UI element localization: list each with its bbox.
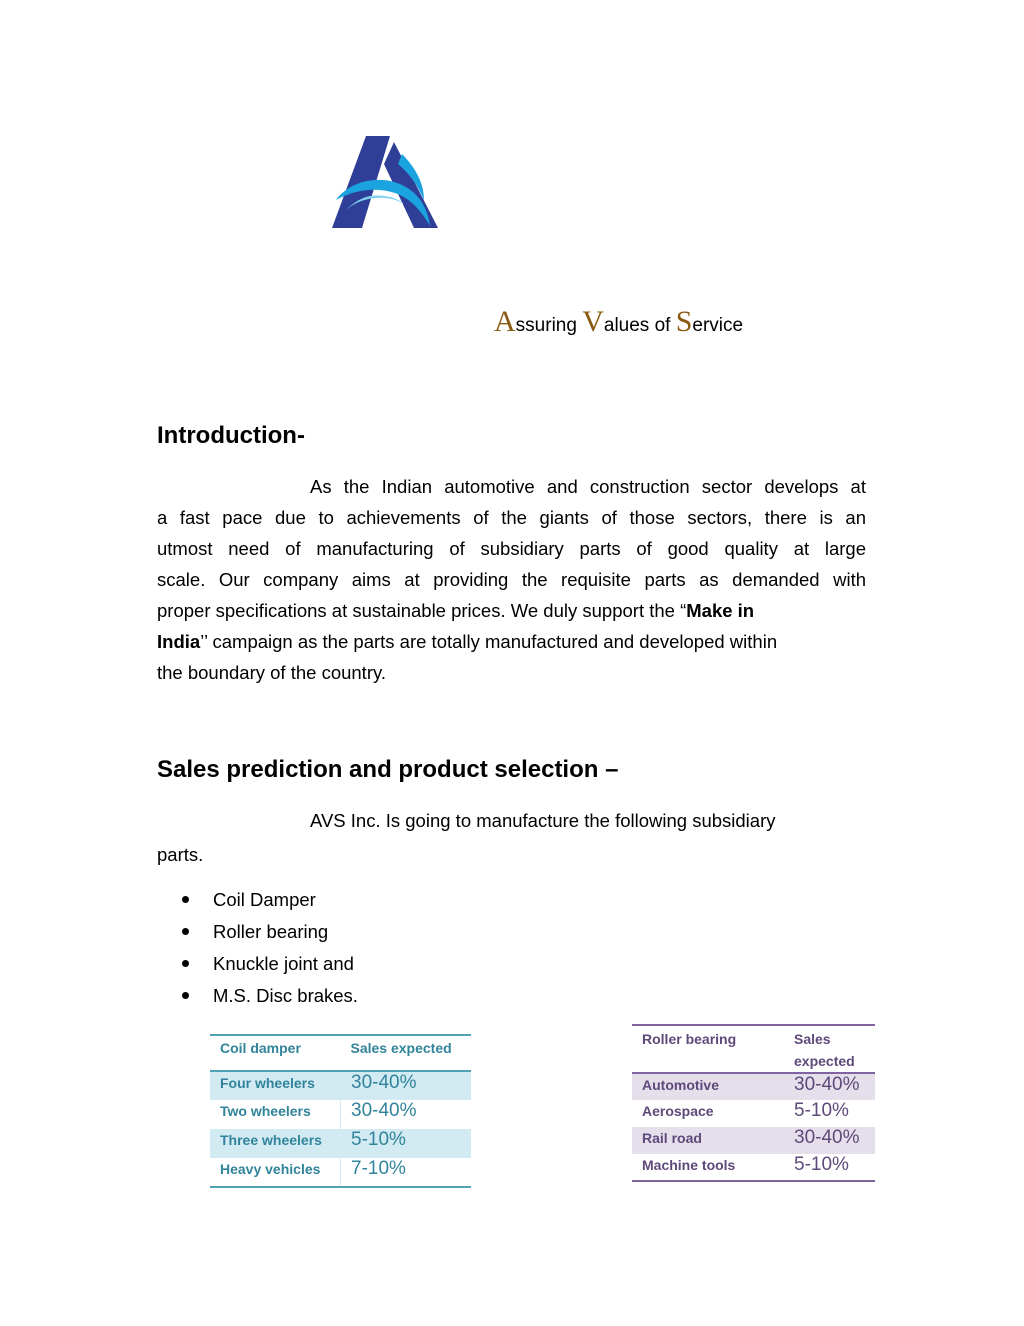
tagline-cap: V	[582, 305, 604, 338]
list-item-text: M.S. Disc brakes.	[213, 985, 358, 1006]
table-header-row	[632, 1025, 875, 1073]
tagline	[494, 305, 743, 339]
table-header-cell: Sales expected	[341, 1035, 472, 1071]
table-header-cell	[784, 1025, 875, 1073]
avs-logo-icon	[332, 134, 438, 230]
sales-heading: Sales prediction and product selection –	[157, 756, 619, 783]
table-row	[210, 1129, 471, 1158]
coil-damper-table	[210, 1034, 471, 1188]
table-row	[632, 1154, 875, 1181]
row-value: 5-10%	[794, 1154, 849, 1175]
row-value: 5-10%	[341, 1129, 472, 1158]
table-row	[632, 1100, 875, 1127]
introduction-paragraph	[157, 471, 866, 688]
header-text: Sales	[794, 1031, 831, 1047]
paragraph-line	[157, 626, 866, 657]
paragraph-text: ’’ campaign as the parts are totally manufactured and developed within	[200, 631, 778, 652]
row-value: 30-40%	[351, 1100, 417, 1121]
paragraph-line	[157, 595, 866, 626]
table-header-cell: Coil damper	[210, 1035, 341, 1071]
paragraph-line: parts.	[157, 844, 204, 865]
list-item	[180, 948, 358, 980]
paragraph-line: the boundary of the country.	[157, 662, 387, 683]
table-row	[210, 1100, 471, 1129]
table-row	[210, 1071, 471, 1100]
row-label: Three wheelers	[210, 1129, 341, 1158]
row-label: Automotive	[632, 1073, 784, 1100]
header-text: expected	[794, 1053, 855, 1069]
list-item-text: Roller bearing	[213, 921, 329, 942]
table-row	[210, 1158, 471, 1187]
tagline-word: ervice	[692, 315, 744, 336]
introduction-heading: Introduction-	[157, 422, 305, 449]
tagline-word: ssuring	[515, 315, 583, 336]
bullet-icon	[182, 992, 189, 999]
row-value: 7-10%	[351, 1158, 406, 1179]
list-item-text: Coil Damper	[213, 889, 316, 910]
bullet-icon	[182, 928, 189, 935]
paragraph-line: scale. Our company aims at providing the requisite parts as demanded with	[157, 569, 866, 590]
list-item	[180, 980, 358, 1012]
bullet-icon	[182, 896, 189, 903]
row-label: Rail road	[632, 1127, 784, 1154]
roller-bearing-table	[632, 1024, 875, 1182]
row-value: 30-40%	[341, 1071, 472, 1100]
tagline-cap: S	[675, 305, 693, 338]
row-label: Machine tools	[642, 1157, 736, 1173]
list-item-text: Knuckle joint and	[213, 953, 354, 974]
row-value: 30-40%	[784, 1127, 875, 1154]
paragraph-line: As the Indian automotive and construction sector develops at	[310, 476, 866, 497]
sales-paragraph	[157, 805, 866, 870]
table-row	[632, 1073, 875, 1100]
list-item	[180, 916, 358, 948]
table-header-row	[210, 1035, 471, 1071]
parts-list	[180, 884, 358, 1012]
row-label: Four wheelers	[210, 1071, 341, 1100]
row-value: 30-40%	[784, 1073, 875, 1100]
paragraph-line: a fast pace due to achievements of the giants of those sectors, there is an	[157, 507, 866, 528]
paragraph-line: utmost need of manufacturing of subsidiary parts of good quality at large	[157, 538, 866, 559]
paragraph-line: AVS Inc. Is going to manufacture the following subsidiary	[310, 810, 776, 831]
row-label: Two wheelers	[210, 1100, 341, 1129]
table-row	[632, 1127, 875, 1154]
row-label: Heavy vehicles	[210, 1158, 341, 1187]
row-label: Aerospace	[642, 1103, 714, 1119]
table-header-cell: Roller bearing	[632, 1025, 784, 1073]
paragraph-text: proper specifications at sustainable prices. We duly support the “	[157, 600, 687, 621]
list-item	[180, 884, 358, 916]
row-value: 5-10%	[794, 1100, 849, 1121]
tagline-word: alues of	[603, 315, 676, 336]
bullet-icon	[182, 960, 189, 967]
make-in-india-bold: India	[157, 631, 201, 652]
tagline-cap: A	[494, 305, 516, 338]
make-in-india-bold: Make in	[686, 600, 755, 621]
